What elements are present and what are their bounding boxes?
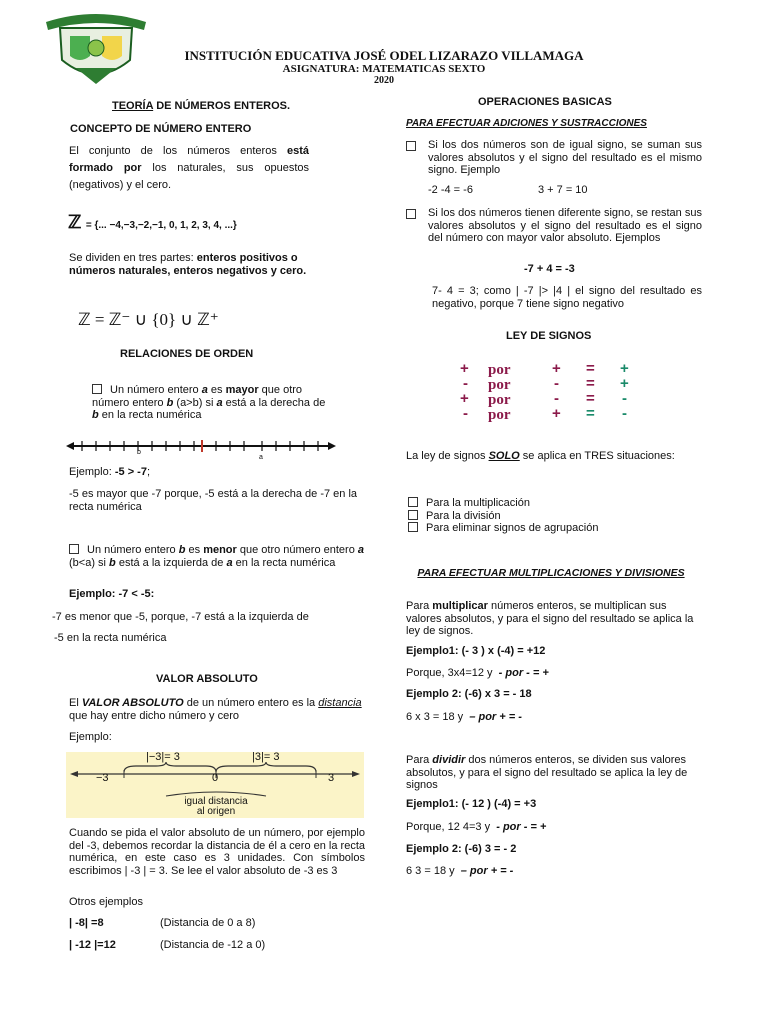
fig-caption-2: al origen (196, 806, 236, 817)
menor-definition: Un número entero b es menor que otro número entero a (b<a) si b está a la izquierda de a en la recta numérica (69, 544, 365, 569)
bullet-checkbox-icon (408, 510, 418, 520)
law-list-item: Para la división (408, 510, 598, 523)
concept-title: CONCEPTO DE NÚMERO ENTERO (70, 123, 252, 135)
bullet-checkbox-icon (408, 497, 418, 507)
law-list-item: Para eliminar signos de agrupación (408, 522, 598, 535)
fig-caption-1: igual distancia (184, 796, 248, 807)
other1-note: (Distancia de 0 a 8) (160, 917, 256, 929)
theory-title: TEORÍA DE NÚMEROS ENTEROS. (112, 100, 291, 112)
fig-tick-0: 0 (212, 772, 219, 784)
signs-title: LEY DE SIGNOS (506, 330, 592, 342)
abs-example-label: Ejemplo: (69, 731, 112, 743)
signs-row: + por - = - (460, 390, 627, 408)
example2-explanation-1: -7 es menor que -5, porque, -7 está a la izquierda de (52, 611, 309, 623)
other2-note: (Distancia de -12 a 0) (160, 939, 266, 951)
diff-sign-rule: Si los dos números tienen diferente signo, se restan sus valores absolutos y el signo del resultado es el signo del número con mayor valor absoluto. Ejemplos (428, 207, 702, 245)
institution-name: INSTITUCIÓN EDUCATIVA JOSÉ ODEL LIZARAZO VILLAMAGA (184, 48, 584, 63)
z-set-definition: ℤ = {... −4,−3,−2,−1, 0, 1, 2, 3, 4, ...} (68, 212, 237, 232)
ops-title: OPERACIONES BASICAS (478, 96, 612, 108)
fig-abs-neg3: |−3|= 3 (146, 751, 180, 763)
mult-example-2-why: 6 x 3 = 18 y – por + = - (406, 711, 522, 723)
example1: Ejemplo: -5 > -7; (69, 466, 151, 478)
concept-paragraph: El conjunto de los números enteros está formado por los naturales, sus opuestos (negativos) y el cero. (69, 145, 310, 191)
mult-example-1-why: Porque, 3x4=12 y - por - = + (406, 667, 549, 679)
signs-row: + por + = + (460, 360, 629, 378)
diff-sign-example: -7 + 4 = -3 (524, 263, 575, 275)
signs-row: - por + = - (463, 405, 627, 423)
add-title: PARA EFECTUAR ADICIONES Y SUSTRACCIONES (406, 118, 647, 129)
bullet-checkbox-icon (69, 544, 79, 554)
line-label-b: b (137, 449, 141, 456)
example1-explanation: -5 es mayor que -7 porque, -5 está a la derecha de -7 en la recta numérica (69, 488, 358, 513)
year: 2020 (374, 75, 394, 86)
div-example-1-why: Porque, 12 4=3 y - por - = + (406, 821, 547, 833)
subject-line: ASIGNATURA: MATEMATICAS SEXTO (282, 63, 486, 75)
div-example-2-why: 6 3 = 18 y – por + = - (406, 865, 514, 877)
divide-paragraph: Se dividen en tres partes: enteros positivos o números naturales, enteros negativos y cero. (69, 252, 307, 277)
same-sign-example-2: 3 + 7 = 10 (538, 184, 588, 196)
signs-table (456, 362, 646, 422)
signs-row: - por - = + (463, 375, 629, 393)
same-sign-example-1: -2 -4 = -6 (428, 184, 473, 196)
div-example-2: Ejemplo 2: (-6) 3 = - 2 (406, 843, 517, 855)
mult-example-2: Ejemplo 2: (-6) x 3 = - 18 (406, 688, 532, 700)
mult-title: PARA EFECTUAR MULTIPLICACIONES Y DIVISIONES (417, 567, 685, 579)
bullet-checkbox-icon (408, 522, 418, 532)
number-line (66, 436, 336, 462)
fig-tick-neg3: −3 (96, 772, 109, 784)
bullet-checkbox-icon (406, 209, 416, 219)
other1-expr: | -8| =8 (69, 917, 104, 929)
div-paragraph: Para dividir dos números enteros, se dividen sus valores absolutos, y para el signo del resultado se aplica la ley de signos (406, 754, 688, 791)
line-label-a: a (259, 454, 263, 461)
mult-paragraph: Para multiplicar números enteros, se multiplican sus valores absolutos, y para el signo del resultado se aplica la ley de signos. (406, 600, 694, 637)
diff-sign-explanation: 7- 4 = 3; como | -7 |> |4 | el signo del resultado es negativo, porque 7 tiene signo negativo (432, 285, 702, 310)
div-example-1: Ejemplo1: (- 12 ) (-4) = +3 (406, 798, 537, 810)
abs-definition: El VALOR ABSOLUTO de un número entero es la distancia que hay entre dicho número y cero (69, 697, 362, 722)
fig-tick-3: 3 (328, 772, 335, 784)
order-title: RELACIONES DE ORDEN (120, 348, 254, 360)
other2-expr: | -12 |=12 (69, 939, 116, 951)
others-title: Otros ejemplos (69, 896, 143, 908)
fig-abs-pos3: |3|= 3 (252, 751, 280, 763)
bullet-checkbox-icon (406, 141, 416, 151)
same-sign-rule: Si los dos números son de igual signo, se suman sus valores absolutos y el signo del resultado es el mismo signo. Ejemplo (428, 139, 702, 177)
mult-example-1: Ejemplo1: (- 3 ) x (-4) = +12 (406, 645, 546, 657)
law-list-item: Para la multiplicación (408, 497, 598, 510)
bullet-checkbox-icon (92, 384, 102, 394)
example2: Ejemplo: -7 < -5: (69, 588, 155, 600)
example2-explanation-2: -5 en la recta numérica (54, 632, 167, 644)
law-list (408, 497, 598, 535)
abs-title: VALOR ABSOLUTO (156, 673, 258, 685)
abs-explanation: Cuando se pida el valor absoluto de un número, por ejemplo del -3, debemos recordar la distancia de él a cero en la recta numérica, en este caso es 3 unidades. Con símbolos escribimos | -3 | = 3. Se lee el valor absoluto de -3 es 3 (69, 827, 365, 877)
law-paragraph: La ley de signos SOLO se aplica en TRES situaciones: (406, 450, 675, 462)
abs-value-figure (66, 752, 364, 818)
z-union-formula: ℤ = ℤ⁻ ∪ {0} ∪ ℤ⁺ (78, 310, 219, 329)
mayor-definition: Un número entero a es mayor que otro número entero b (a>b) si a está a la derecha de b en la recta numérica (92, 384, 326, 421)
